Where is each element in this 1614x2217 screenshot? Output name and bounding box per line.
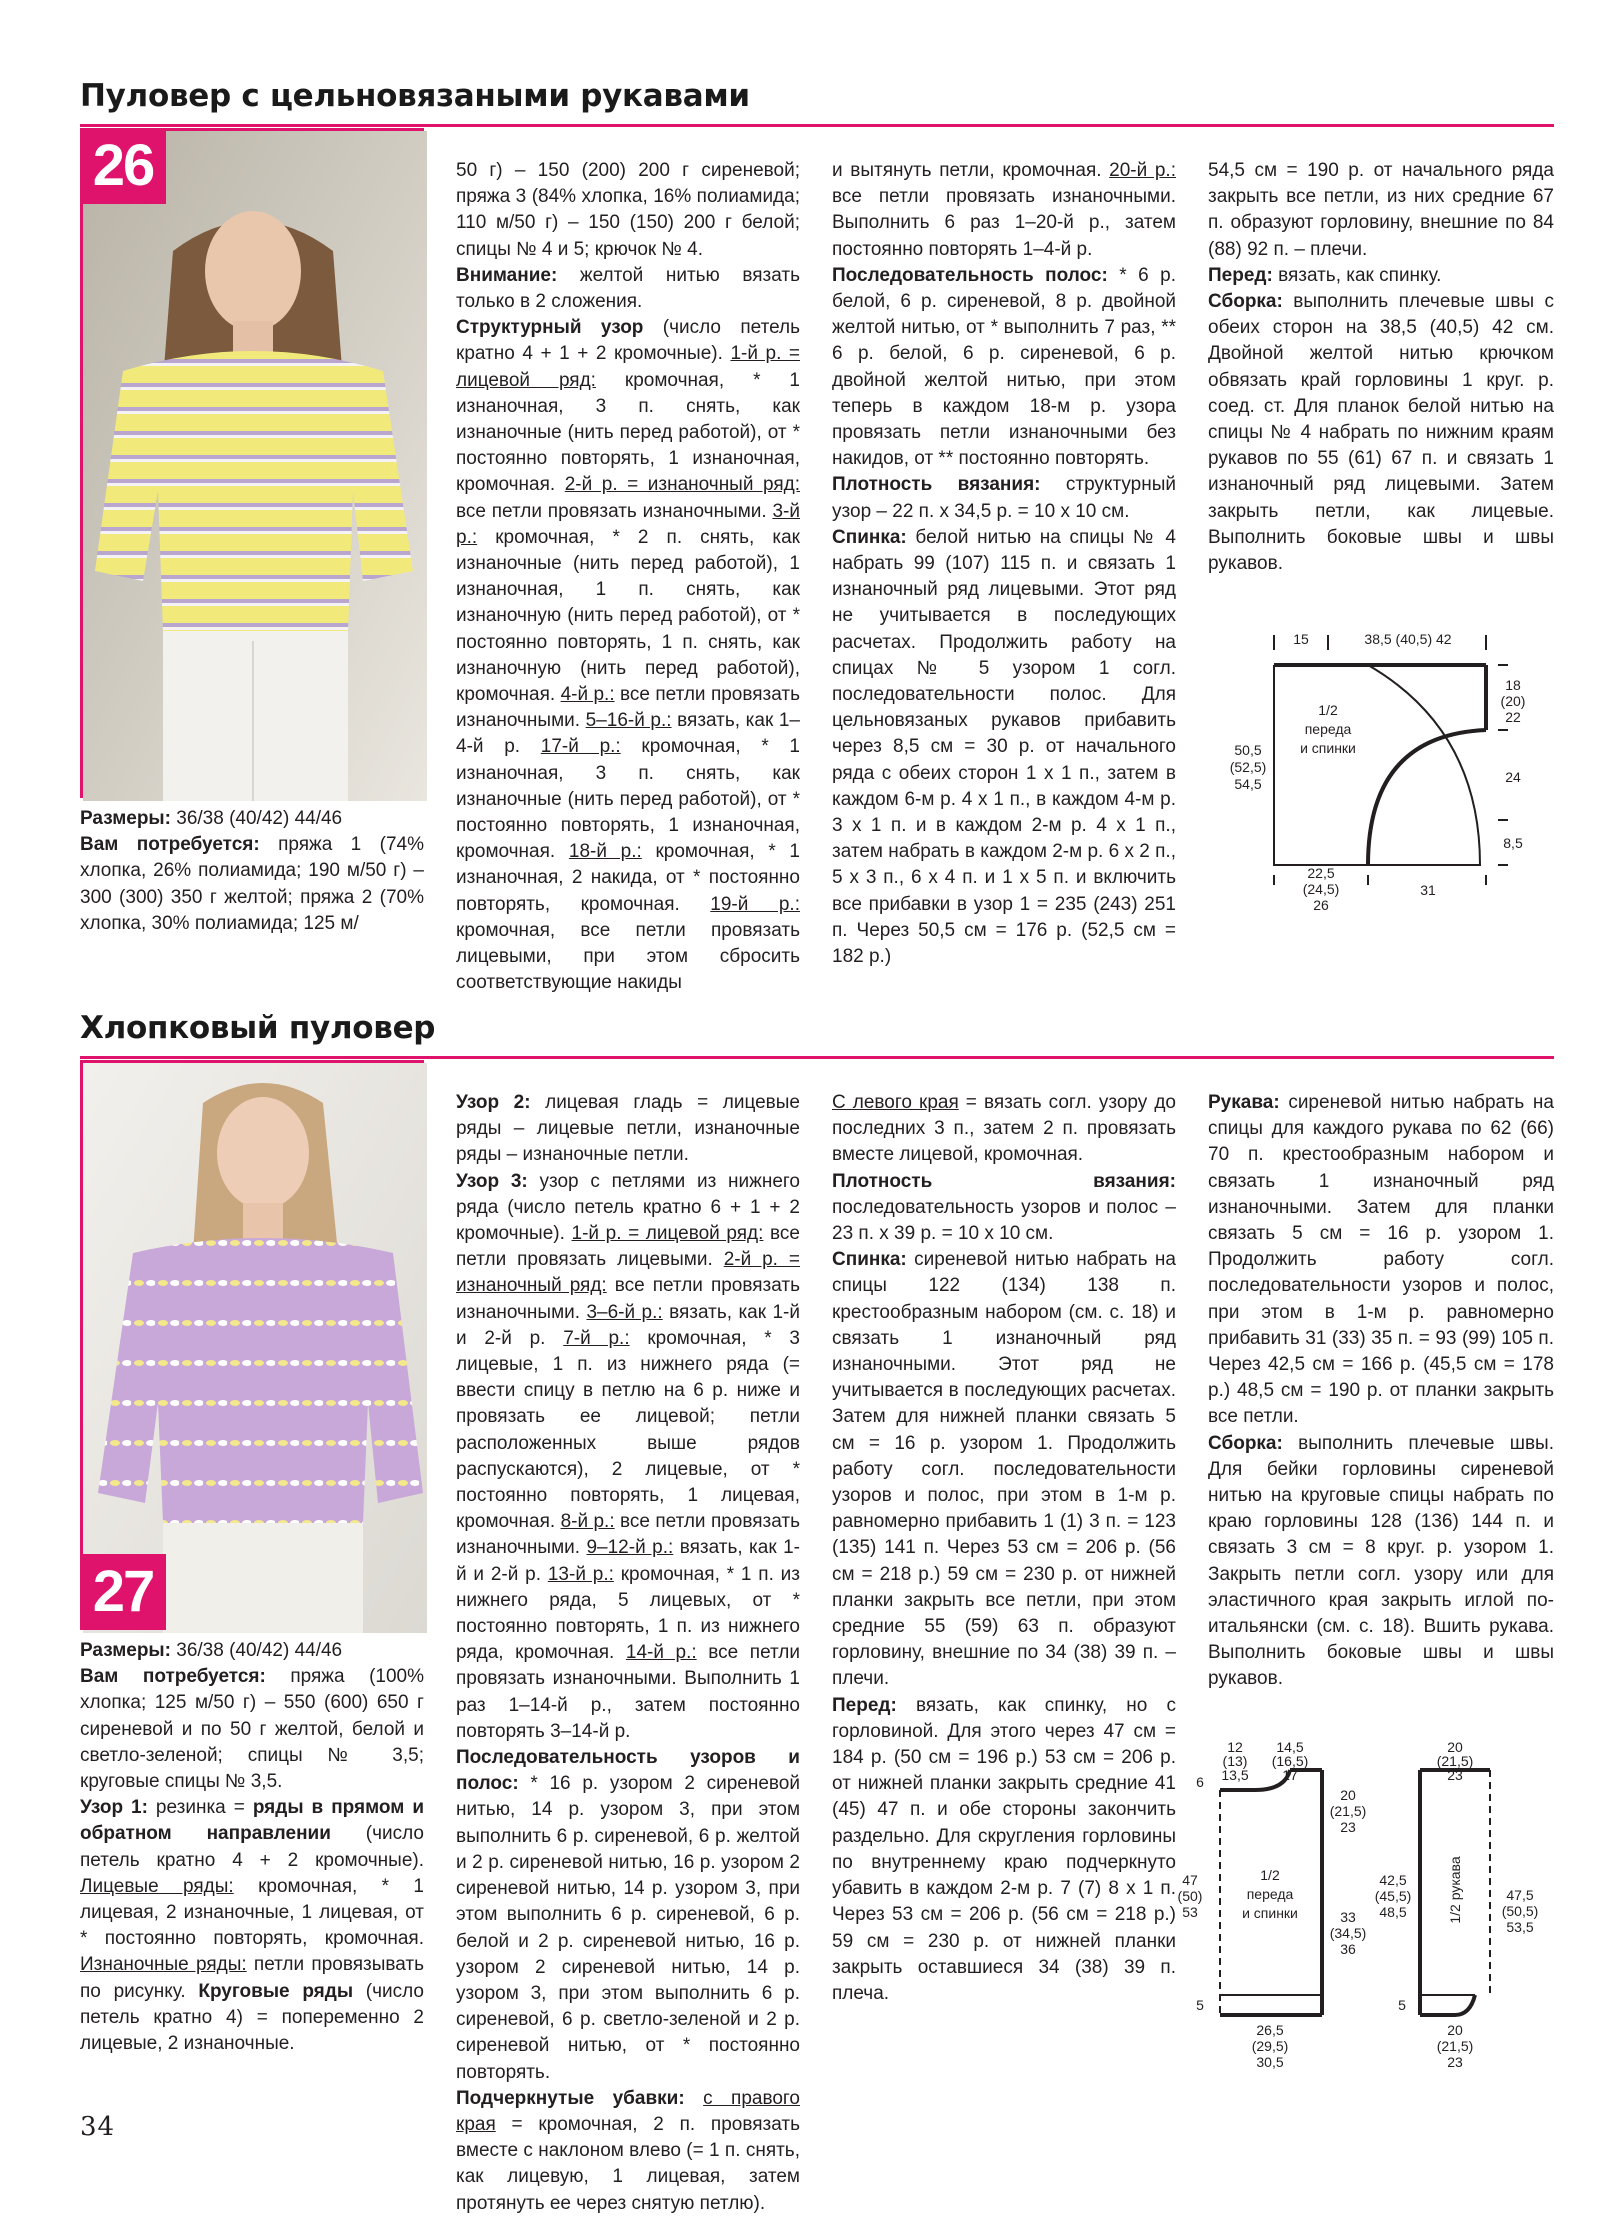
attention-label: Внимание:	[456, 264, 558, 286]
sizes-value: 36/38 (40/42) 44/46	[170, 808, 343, 829]
row-label: 7-й р.:	[563, 1327, 630, 1349]
page-number: 34	[80, 2112, 116, 2142]
pattern-1-rows-label: ряды в прямом и обратном направлении	[80, 1797, 425, 1845]
sizes-label: Размеры:	[80, 1640, 171, 1661]
gauge-label: Плотность вязания:	[832, 1170, 1176, 1192]
pattern-26-number-badge: 26	[80, 128, 166, 204]
materials-label: Вам потребуется:	[80, 834, 260, 856]
row-text: вязать, как 1–4-й р.	[456, 710, 800, 758]
pattern-26-title: Пуловер с цельновязаными рукавами	[80, 78, 750, 114]
row-text: все петли провязать изнаночными.	[456, 1511, 800, 1559]
schema-label: (24,5)	[1302, 881, 1340, 897]
pattern-2-label: Узор 2:	[456, 1092, 531, 1113]
pattern-27-col-4	[1208, 1090, 1554, 1693]
row-label: 2-й р. = изнаночный ряд:	[564, 474, 800, 496]
row-text: (число петель кратно 4) = попеременно 2 лицевые, 2 изнаночные.	[80, 1980, 424, 2055]
sleeves-label: Рукава:	[1208, 1092, 1280, 1113]
pattern-27-col-3	[832, 1090, 1176, 2007]
schema-label: переда	[1304, 721, 1352, 737]
pattern-1-label: Узор 1:	[80, 1797, 148, 1819]
row-text: и вытянуть петли, кромочная.	[832, 160, 1110, 181]
row-text: все петли провязать изнаночными. Выполнить 1 раз 1–14-й р., затем постоянно повторять 3–14-й р.	[456, 1642, 800, 1742]
back-label: Спинка:	[832, 1249, 907, 1271]
attention-text: желтой нитью вязать только в 2 сложения.	[456, 264, 800, 313]
schema-label: переда	[1246, 1886, 1294, 1902]
pattern-26-schematic	[1208, 620, 1554, 920]
sleeves-text: сиреневой нитью набрать на спицы для каждого рукава по 62 (66) 70 п. крестообразным набором и связать 1 изнаночный ряд изнаночными. Затем для планки связать 5 см = 16 р. узором 1. Продолжить работу согл. последовательности узоров и полос, при этом в 1-м р. равномерно прибавить 31 (33) 35 п. = 93 (99) 105 п. Через 42,5 см = 166 р. (45,5 см = 178 р.) 48,5 см = 190 р. от планки закрыть все петли.	[1208, 1092, 1554, 1428]
schema-label: 50,5	[1234, 742, 1262, 758]
row-text: все петли провязать изнаночными.	[456, 500, 773, 522]
decreases-label: Подчеркнутые убавки:	[456, 2087, 685, 2109]
pattern-26-col-2	[456, 158, 800, 997]
row-label: С левого края	[832, 1092, 959, 1113]
schema-label: и спинки	[1300, 740, 1356, 756]
schema-label: (34,5)	[1329, 1925, 1367, 1941]
row-text: кромочная, все петли провязать лицевыми, при этом сбросить соответствующие накиды	[456, 919, 800, 994]
schema-label: 42,5	[1379, 1872, 1407, 1888]
pattern-27-schematic	[1170, 1740, 1560, 2080]
sizes-label: Размеры:	[80, 808, 171, 829]
schema-label: 6	[1196, 1774, 1204, 1790]
back-label: Спинка:	[832, 526, 907, 548]
schema-label: (21,5)	[1436, 1753, 1474, 1769]
stripe-sequence-text: * 6 р. белой, 6 р. сиреневой, 8 р. двойной желтой нитью, от * выполнить 7 раз, ** 6 р. белой, 6 р. сиреневой, 6 р. двойной желтой нитью, при этом теперь в каждом 18-м р. узора провязать петли изнаночными без накидов, от ** постоянно повторять.	[832, 264, 1176, 470]
back-continued: 54,5 см = 190 р. от начального ряда закрыть все петли, из них средние 67 п. образуют горловину, внешние по 84 (88) 92 п. – плечи.	[1208, 160, 1554, 260]
row-text: петли провязывать по рисунку.	[80, 1954, 424, 2002]
row-text: кромочная, * 3 лицевые, 1 п. из нижнего ряда (= ввести спицу в петлю на 6 р. ниже и провязать ее лицевой; петли расположенных выше рядов распускаются), 2 лицевые, от * постоянно повторять, 1 лицевая, кромочная.	[456, 1327, 800, 1533]
schema-label: 20	[1340, 1787, 1356, 1803]
schema-label: 47,5	[1506, 1887, 1534, 1903]
row-label: 3-й р.:	[456, 500, 800, 548]
front-text: вязать, как спинку, но с горловиной. Для этого через 47 см = 184 р. (50 см = 196 р.) 53 см = 206 р. от нижней планки закрыть средние 41 (45) 47 п. и обе стороны закончить раздельно. Для скругления горловины по внутреннему краю подчеркнуто убавить в каждом 2-м р. 7 (7) 8 х 1 п. Через 53 см = 206 р. (56 см = 218 р.) 59 см = 230 р. от нижней планки закрыть оставшиеся 34 (38) 39 п. плеча.	[832, 1694, 1176, 2004]
row-label: 4-й р.:	[560, 684, 615, 706]
schema-label: 26	[1313, 897, 1329, 913]
row-text: кромочная, * 1 изнаночная, 3 п. снять, как изнаночные (нить перед работой), от * постоянно повторять, 1 изнаночная, кромочная.	[456, 736, 800, 863]
pattern-2-text: лицевая гладь = лицевые ряды – лицевые петли, изнаночные ряды – изнаночные петли.	[456, 1092, 800, 1166]
pattern-26-title-rule	[80, 124, 1554, 127]
schema-label: 15	[1293, 631, 1309, 647]
schema-label: (45,5)	[1374, 1888, 1412, 1904]
schema-label: 31	[1420, 882, 1436, 898]
schema-label: (29,5)	[1251, 2038, 1289, 2054]
gauge-label: Плотность вязания:	[832, 474, 1041, 496]
row-label: 20-й р.:	[1109, 160, 1176, 181]
schema-label: 1/2	[1318, 702, 1338, 718]
schema-label: 22,5	[1307, 865, 1335, 881]
schema-label: 24	[1505, 769, 1521, 785]
row-label: с правого края	[456, 2087, 800, 2135]
schema-label: 14,5	[1276, 1739, 1304, 1755]
schema-label: 8,5	[1503, 835, 1523, 851]
materials-continued: 50 г) – 150 (200) 200 г сиреневой; пряжа 3 (84% хлопка, 16% полиамида; 110 м/50 г) – 150 (150) 200 г белой; спицы № 4 и 5; крючок № 4.	[456, 160, 800, 260]
schema-label: 12	[1227, 1739, 1243, 1755]
pattern-27-col-2	[456, 1090, 800, 2217]
row-text: все петли провязать изнаночными.	[456, 684, 800, 732]
schema-label: 20	[1447, 1739, 1463, 1755]
assembly-text: выполнить плечевые швы с обеих сторон на 38,5 (40,5) 42 см. Двойной желтой нитью крючком обвязать край горловины 1 круг. р. соед. ст. Для планок белой нитью на спицы № 4 набрать по нижним краям рукавов по 55 (61) 67 п. и связать 1 изнаночный ряд лицевыми. Затем закрыть петли, как лицевые. Выполнить боковые швы и швы рукавов.	[1208, 291, 1554, 575]
schema-label: 33	[1340, 1909, 1356, 1925]
schema-label: 5	[1398, 1997, 1406, 2013]
gauge-text: последовательность узоров и полос – 23 п. х 39 р. = 10 х 10 см.	[832, 1196, 1176, 1245]
materials-text: пряжа 1 (74% хлопка, 26% полиамида; 190 м/50 г) – 300 (300) 350 г желтой; пряжа 2 (70% хлопка, 30% полиамида; 125 м/	[80, 834, 424, 934]
schema-label: 23	[1340, 1819, 1356, 1835]
pattern-3-text: узор с петлями из нижнего ряда (число петель кратно 6 + 1 + 2 кромочные).	[456, 1170, 800, 1245]
round-rows-label: Круговые ряды	[198, 1980, 354, 2002]
schema-label: 22	[1505, 709, 1521, 725]
schema-label: (20)	[1500, 693, 1526, 709]
schema-label: 38,5 (40,5) 42	[1364, 631, 1452, 647]
schema-label: 1/2	[1260, 1867, 1280, 1883]
schema-label: (50)	[1177, 1888, 1203, 1904]
schema-label: 20	[1447, 2022, 1463, 2038]
row-label: 8-й р.:	[560, 1511, 615, 1533]
row-text: все петли провязать изнаночными.	[456, 1275, 800, 1323]
back-text: белой нитью на спицы № 4 набрать 99 (107) 115 п. и связать 1 изнаночный ряд лицевыми. Этот ряд не учитывается в последующих расчетах. Продолжить работу на спицах № 5 узором 1 согл. последовательности полос. Для цельновязаных рукавов прибавить через 8,5 см = 30 р. от начального ряда с обеих сторон 1 х 1 п., затем в каждом 6-м р. 4 х 1 п., в каждом 4-м р. 3 х 1 п. и в каждом 2-м р. 4 х 1 п., затем набрать в каждом 2-м р. 6 х 2 п., 5 х 3 п., 6 х 4 п. и 1 х 5 п. и включить все прибавки в узор 1 = 235 (243) 251 п. Через 50,5 см = 176 р. (52,5 см = 182 р.)	[832, 526, 1176, 968]
schema-label: 53	[1182, 1904, 1198, 1920]
structural-pattern-label: Структурный узор	[456, 317, 644, 339]
row-label: 2-й р. = изнаночный ряд:	[456, 1249, 800, 1297]
schema-label: 23	[1447, 1767, 1463, 1783]
row-label: 18-й р.:	[568, 841, 642, 863]
row-label: 17-й р.:	[540, 736, 621, 758]
front-label: Перед:	[832, 1694, 897, 1716]
schema-label: 17	[1282, 1767, 1298, 1783]
schema-label: 13,5	[1221, 1767, 1249, 1783]
row-label: Лицевые ряды:	[80, 1875, 234, 1897]
row-text: кромочная, * 1 п. из нижнего ряда, 5 лицевых, от * постоянно повторять, 1 п. из нижнего ряда, кромочная.	[456, 1563, 800, 1664]
schema-label: и спинки	[1242, 1905, 1298, 1921]
row-label: 1-й р. = лицевой ряд:	[456, 343, 800, 391]
row-label: Изнаночные ряды:	[80, 1954, 247, 1976]
gauge-text: структурный узор – 22 п. х 34,5 р. = 10 х 10 см.	[832, 474, 1176, 522]
row-text: все петли провязать лицевыми.	[456, 1223, 800, 1271]
pattern-27-title-rule	[80, 1056, 1554, 1059]
front-label: Перед:	[1208, 264, 1273, 286]
row-label: 3–6-й р.:	[586, 1301, 663, 1323]
assembly-text: выполнить плечевые швы. Для бейки горловины сиреневой нитью на круговые спицы набрать по краю горловины 128 (136) 144 п. и связать 3 см = 8 круг. р. узором 1. Закрыть петли согл. узору или для эластичного края закрыть иглой по-итальянски (см. с. 18). Вшить рукава. Выполнить боковые швы и швы рукавов.	[1208, 1432, 1554, 1690]
pattern-26-col-1	[80, 806, 424, 937]
assembly-label: Сборка:	[1208, 1432, 1283, 1454]
row-text: все петли провязать изнаночными. Выполнить 6 раз 1–20-й р., затем постоянно повторять 1–4-й р.	[832, 186, 1176, 260]
row-text: = вязать согл. узору до последних 3 п., затем 2 п. провязать вместе лицевой, кромочная.	[832, 1092, 1176, 1166]
schema-label: 54,5	[1234, 776, 1262, 792]
schema-label: 1/2 рукава	[1447, 1856, 1463, 1924]
pattern-3-label: Узор 3:	[456, 1170, 528, 1192]
row-label: 1-й р. = лицевой ряд:	[571, 1223, 764, 1245]
row-label: 9–12-й р.:	[586, 1537, 674, 1559]
schema-label: 26,5	[1256, 2022, 1284, 2038]
back-text: сиреневой нитью набрать на спицы 122 (134) 138 п. крестообразным набором (см. с. 18) и связать 1 изнаночный ряд изнаночными. Этот ряд не учитывается в последующих расчетах. Затем для нижней планки связать 5 см = 16 р. узором 1. Продолжить работу согл. последовательности узоров и полос, при этом в 1-м р. равномерно прибавить 1 (1) 3 п. = 123 (135) 141 п. Через 53 см = 206 р. (56 см = 218 р.) 59 см = 230 р. от нижней планки закрыть все петли, при этом средние 55 (59) 63 п. образуют горловину, внешние по 34 (38) 39 п. – плечи.	[832, 1249, 1176, 1690]
row-text: кромочная, * 2 п. снять, как изнаночные (нить перед работой), 1 изнаночная, 1 п. снять, как изнаночную (нить перед работой), от * постоянно повторять, 1 п. снять, как изнаночную (нить перед работой), кромочная.	[456, 526, 800, 706]
row-text: кромочная, * 1 лицевая, 2 изнаночные, 1 лицевая, от * постоянно повторять, кромочная.	[80, 1875, 424, 1950]
schema-label: (21,5)	[1436, 2038, 1474, 2054]
row-label: 13-й р.:	[547, 1563, 614, 1585]
schema-label: (50,5)	[1501, 1903, 1539, 1919]
materials-text: пряжа (100% хлопка; 125 м/50 г) – 550 (600) 650 г сиреневой и по 50 г желтой, белой и светло-зеленой; спицы № 3,5; круговые спицы № 3,5.	[80, 1666, 424, 1793]
schema-label: (21,5)	[1329, 1803, 1367, 1819]
row-text: вязать, как 1-й и 2-й р.	[456, 1301, 800, 1349]
row-label: 19-й р.:	[710, 893, 800, 915]
pattern-1-text: (число петель кратно 4 + 2 кромочные).	[80, 1823, 424, 1871]
pattern-1-text: резинка =	[147, 1797, 253, 1819]
row-text: = кромочная, 2 п. провязать вместе с наклоном влево (= 1 п. снять, как лицевую, 1 лицевая, затем протянуть ее через снятую петлю).	[456, 2113, 800, 2214]
stripe-sequence-label: Последовательность полос:	[832, 264, 1108, 286]
schema-label: 23	[1447, 2054, 1463, 2070]
pattern-26-photo	[80, 128, 424, 798]
pattern-27-col-1	[80, 1638, 424, 2057]
schema-label: 36	[1340, 1941, 1356, 1957]
pattern-27-photo	[80, 1060, 424, 1630]
schema-label: (52,5)	[1229, 759, 1267, 775]
structural-pattern-text: (число петель кратно 4 + 1 + 2 кромочные).	[456, 317, 800, 365]
pattern-27-number-badge: 27	[80, 1554, 166, 1630]
row-label: 5–16-й р.:	[585, 710, 672, 732]
pattern-27-model-image	[83, 1063, 427, 1633]
row-text: кромочная, * 1 изнаночная, 3 п. снять, как изнаночные (нить перед работой), от * постоянно повторять, 1 изнаночная, кромочная.	[456, 369, 800, 496]
schema-label: (13)	[1222, 1753, 1248, 1769]
schema-label: 18	[1505, 677, 1521, 693]
assembly-label: Сборка:	[1208, 291, 1283, 313]
schema-label: 5	[1196, 1997, 1204, 2013]
materials-label: Вам потребуется:	[80, 1666, 266, 1688]
schema-label: 48,5	[1379, 1904, 1407, 1920]
schema-label: 53,5	[1506, 1919, 1534, 1935]
sequence-text: * 16 р. узором 2 сиреневой нитью, 14 р. узором 3, при этом выполнить 6 р. сиреневой, 6 р. желтой и 2 р. сиреневой нитью, 16 р. узором 2 сиреневой нитью, 14 р. узором 3, при этом выполнить 6 р. сиреневой, 6 р. белой и 2 р. сиреневой нитью, 16 р. узором 2 сиреневой нитью, 14 р. узором 3, при этом выполнить 6 р. сиреневой, 6 р. светло-зеленой и 2 р. сиреневой нитью, от * постоянно повторять.	[456, 1773, 800, 2083]
schema-label: 47	[1182, 1872, 1198, 1888]
sequence-label: Последовательность узоров и полос:	[456, 1747, 800, 1795]
schema-label: (16,5)	[1271, 1753, 1309, 1769]
front-text: вязать, как спинку.	[1272, 264, 1442, 286]
schema-label: 30,5	[1256, 2054, 1284, 2070]
pattern-27-title: Хлопковый пуловер	[80, 1010, 436, 1046]
pattern-26-col-3	[832, 158, 1176, 970]
sizes-value: 36/38 (40/42) 44/46	[170, 1640, 343, 1661]
row-text: вязать, как 1-й и 2-й р.	[456, 1537, 801, 1585]
pattern-26-model-image	[83, 131, 427, 801]
pattern-26-col-4	[1208, 158, 1554, 577]
row-label: 14-й р.:	[625, 1642, 697, 1664]
row-text: кромочная, * 1 изнаночная, 2 накида, от * постоянно повторять, кромочная.	[456, 841, 801, 915]
